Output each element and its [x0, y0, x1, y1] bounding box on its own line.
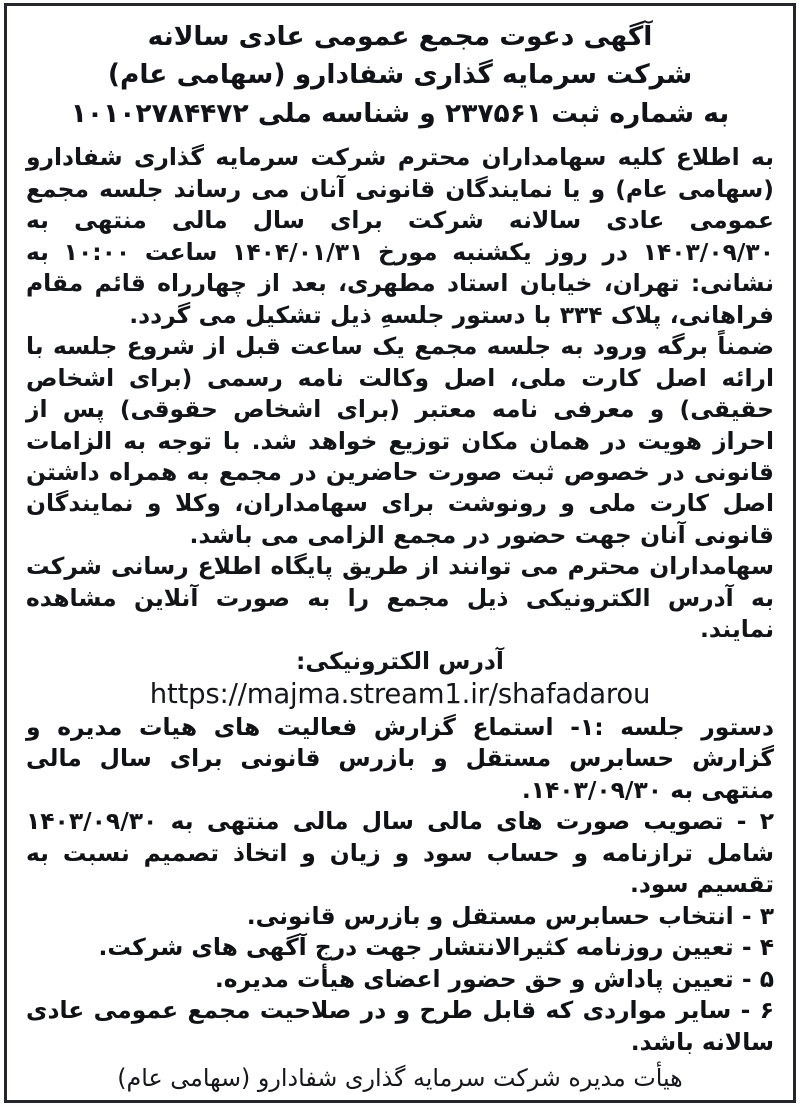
body-paragraph-2: ضمناً برگه ورود به جلسه مجمع یک ساعت قبل از شروع جلسه با ارائه اصل کارت ملی، اصل وکالت نامه رسمی (برای اشخاص حقیقی) و معرفی نامه معتبر (برای اشخاص حقوقی) پس از احراز هویت در همان مکان توزیع خواهد شد. با توجه به الزامات قانونی در خصوص ثبت صورت حاضرین در مجمع به همراه داشتن اصل کارت ملی و رونوشت برای سهامداران، وکلا و نمایندگان قانونی آنان جهت حضور در مجمع الزامی می باشد.: [26, 332, 774, 549]
agenda-item-number: ۲ -: [736, 807, 774, 836]
agenda-item: [26, 901, 774, 932]
body-paragraph-3: سهامداران محترم می توانند از طریق پایگاه اطلاع رسانی شرکت به آدرس الکترونیکی ذیل مجمع را به صورت آنلاین مشاهده نمایند.: [26, 552, 774, 644]
body-paragraph-1: به اطلاع کلیه سهامداران محترم شرکت سرمایه گذاری شفادارو (سهامی عام) و یا نمایندگان قانونی آنان می رساند جلسه مجمع عمومی عادی سالانه شرکت برای سال مالی منتهی به ۱۴۰۳/۰۹/۳۰ در روز یکشنبه مورخ ۱۴۰۴/۰۱/۳۱ ساعت ۱۰:۰۰ به نشانی: تهران، خیابان استاد مطهری، بعد از چهارراه قائم مقام فراهانی، پلاک ۳۳۴ با دستور جلسهِ ذیل تشکیل می گردد.: [26, 143, 774, 329]
agenda-item-number: ۵ -: [741, 964, 774, 993]
signature-line: هیأت مدیره شرکت سرمایه گذاری شفادارو (سهامی عام): [117, 1063, 683, 1092]
agenda-item: [26, 932, 774, 963]
agenda-item-text: تعیین پاداش و حق حضور اعضای هیأت مدیره.: [214, 964, 734, 993]
headline-line-2: شرکت سرمایه گذاری شفادارو (سهامی عام): [107, 59, 693, 91]
headline-line-3: به شماره ثبت ۲۳۷۵۶۱ و شناسه ملی ۱۰۱۰۲۷۸۴۴۷۲: [70, 97, 730, 129]
agenda-item-number: ۴ -: [741, 933, 774, 962]
agenda-list: [26, 712, 774, 1058]
agenda-item-text: استماع گزارش فعالیت های هیات مدیره و گزارش حسابرس مستقل و بازرس قانونی برای سال مالی منتهی به ۱۴۰۳/۰۹/۳۰.: [26, 712, 774, 804]
agenda-item: [26, 806, 774, 900]
electronic-address-label: آدرس الکترونیکی:: [296, 646, 504, 675]
notice-headline: [26, 20, 774, 131]
notice-body: [26, 142, 774, 710]
meeting-stream-url[interactable]: https://majma.stream1.ir/shafadarou: [149, 677, 651, 710]
agenda-item: [26, 995, 774, 1058]
headline-line-1: آگهی دعوت مجمع عمومی عادی سالانه: [147, 21, 653, 52]
notice-content: [4, 3, 796, 1103]
agenda-item-text: سایر مواردی که قابل طرح و در صلاحیت مجمع عمومی عادی سالانه باشد.: [26, 996, 774, 1056]
agenda-item-number: ۳ -: [741, 901, 774, 930]
agenda-item-text: انتخاب حسابرس مستقل و بازرس قانونی.: [246, 901, 734, 930]
agenda-item: [26, 964, 774, 995]
agenda-item: [26, 712, 774, 806]
agenda-item-text: تعیین روزنامه کثیرالانتشار جهت درج آگهی های شرکت.: [98, 933, 734, 962]
agenda-item-text: تصویب صورت های مالی سال مالی منتهی به ۱۴۰۳/۰۹/۳۰ شامل ترازنامه و حساب سود و زیان و اتخاذ تصمیم نسبت به تقسیم سود.: [26, 807, 774, 899]
agenda-item-number: ۱-: [570, 712, 595, 741]
agenda-heading: دستور جلسه :: [594, 712, 774, 741]
agenda-item-number: ۶ -: [740, 996, 774, 1025]
